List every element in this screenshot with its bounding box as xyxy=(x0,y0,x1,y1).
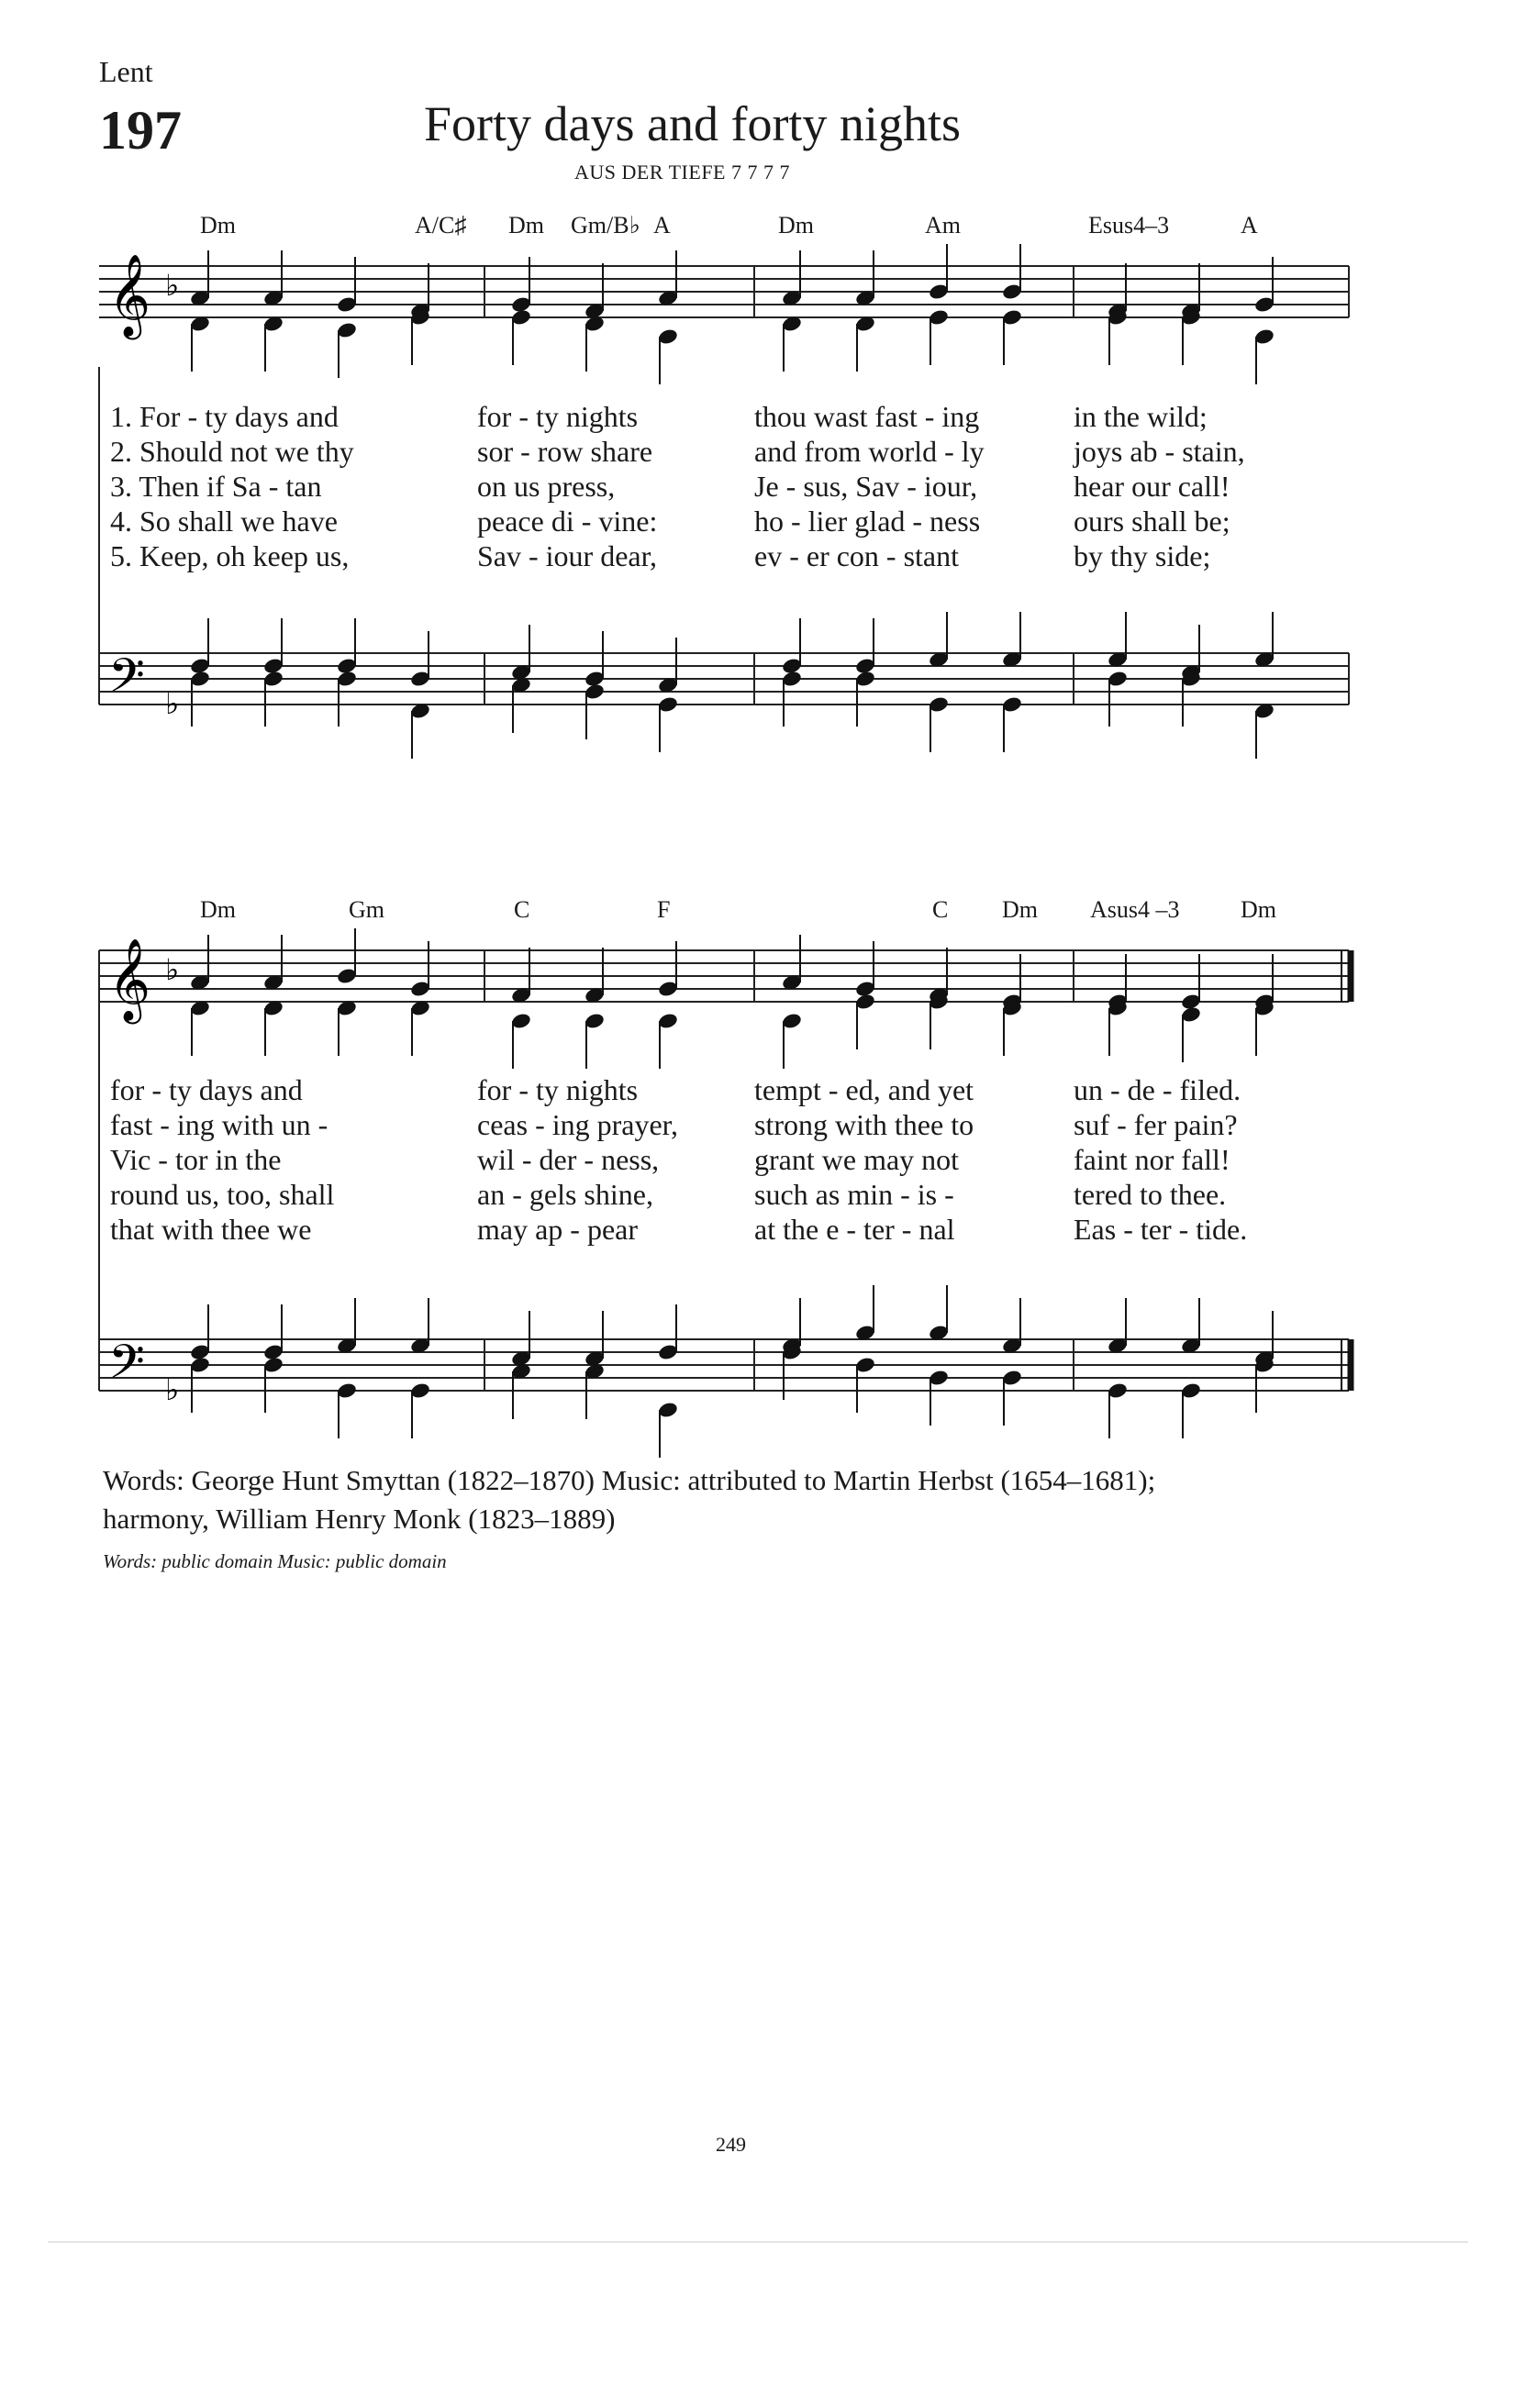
lyric-segment: tempt - ed, and yet xyxy=(754,1073,974,1106)
hymn-number: 197 xyxy=(99,100,182,161)
flat-icon: ♭ xyxy=(165,268,180,303)
chord-symbol: F xyxy=(657,896,671,923)
lyric-segment: ceas - ing prayer, xyxy=(477,1108,679,1141)
lyric-segment: ours shall be; xyxy=(1074,505,1230,538)
lyric-segment: wil - der - ness, xyxy=(477,1143,660,1176)
flat-icon: ♭ xyxy=(165,1372,180,1407)
chord-symbol: A xyxy=(1241,212,1258,239)
lyric-segment: ev - er con - stant xyxy=(754,539,960,572)
lyric-segment: Je - sus, Sav - iour, xyxy=(754,470,978,503)
credits-words-music: Words: George Hunt Smyttan (1822–1870) Music: attributed to Martin Herbst (1654–1681); xyxy=(103,1464,1156,1496)
lyric-segment: thou wast fast - ing xyxy=(754,400,980,433)
lyric-segment: in the wild; xyxy=(1074,400,1208,433)
lyric-segment: Sav - iour dear, xyxy=(477,539,657,572)
lyric-segment: suf - fer pain? xyxy=(1074,1108,1238,1141)
chord-symbol: Dm xyxy=(200,896,236,923)
lyric-segment: by thy side; xyxy=(1074,539,1211,572)
chord-symbol: Dm xyxy=(1002,896,1038,923)
footer-divider xyxy=(48,2241,1468,2243)
lyric-segment: 4. So shall we have xyxy=(110,505,338,538)
chord-symbol: A xyxy=(653,212,671,239)
lyric-segment: peace di - vine: xyxy=(477,505,658,538)
page-number: 249 xyxy=(716,2133,746,2156)
lyric-segment: fast - ing with un - xyxy=(110,1108,328,1141)
bass-clef-icon: 𝄢 xyxy=(108,1334,145,1401)
chord-symbol: Esus4–3 xyxy=(1088,212,1170,239)
hymn-title: Forty days and forty nights xyxy=(424,96,961,151)
chord-symbol: Gm xyxy=(349,896,384,923)
flat-icon: ♭ xyxy=(165,952,180,987)
lyric-segment: un - de - filed. xyxy=(1074,1073,1241,1106)
lyric-segment: sor - row share xyxy=(477,435,653,468)
lyric-segment: 2. Should not we thy xyxy=(110,435,354,468)
chord-symbol: Dm xyxy=(1241,896,1276,923)
bass-staff-1 xyxy=(99,605,1356,771)
lyric-segment: ho - lier glad - ness xyxy=(754,505,981,538)
lyric-segment: strong with thee to xyxy=(754,1108,974,1141)
chord-symbol: Gm/B♭ xyxy=(571,212,640,239)
lyric-segment: grant we may not xyxy=(754,1143,960,1176)
lyric-segment: such as min - is - xyxy=(754,1178,954,1211)
bass-clef-icon: 𝄢 xyxy=(108,648,145,715)
lyric-segment: for - ty nights xyxy=(477,1073,639,1106)
chord-symbol: Am xyxy=(925,212,961,239)
flat-icon: ♭ xyxy=(165,686,180,721)
tune-name: AUS DER TIEFE 7 7 7 7 xyxy=(574,161,790,183)
treble-clef-icon: 𝄞 xyxy=(108,254,151,337)
lyric-segment: faint nor fall! xyxy=(1074,1143,1230,1176)
lyric-segment: 3. Then if Sa - tan xyxy=(110,470,322,503)
lyric-segment: for - ty days and xyxy=(110,1073,303,1106)
lyric-segment: 1. For - ty days and xyxy=(110,400,339,433)
chord-symbol: Asus4 –3 xyxy=(1090,896,1180,923)
lyric-segment: round us, too, shall xyxy=(110,1178,335,1211)
lyric-segment: may ap - pear xyxy=(477,1213,639,1246)
lyric-segment: on us press, xyxy=(477,470,616,503)
lyric-segment: Vic - tor in the xyxy=(110,1143,282,1176)
lyric-segment: Eas - ter - tide. xyxy=(1074,1213,1248,1246)
copyright-notice: Words: public domain Music: public domain xyxy=(103,1550,447,1572)
chord-symbol: Dm xyxy=(508,212,544,239)
credits-harmony: harmony, William Henry Monk (1823–1889) xyxy=(103,1503,616,1535)
bass-staff-2 xyxy=(99,1292,1356,1457)
lyric-segment: an - gels shine, xyxy=(477,1178,653,1211)
chord-symbol: C xyxy=(932,896,949,923)
lyric-segment: joys ab - stain, xyxy=(1074,435,1245,468)
lyric-segment: hear our call! xyxy=(1074,470,1230,503)
chord-symbol: A/C♯ xyxy=(415,212,467,239)
lyric-segment: tered to thee. xyxy=(1074,1178,1227,1211)
lyric-segment: 5. Keep, oh keep us, xyxy=(110,539,350,572)
chord-symbol: Dm xyxy=(200,212,236,239)
chord-symbol: Dm xyxy=(778,212,814,239)
treble-clef-icon: 𝄞 xyxy=(108,938,151,1021)
lyric-segment: and from world - ly xyxy=(754,435,985,468)
section-label: Lent xyxy=(99,55,153,88)
lyric-segment: that with thee we xyxy=(110,1213,312,1246)
lyric-segment: at the e - ter - nal xyxy=(754,1213,955,1246)
chord-symbol: C xyxy=(514,896,530,923)
lyric-segment: for - ty nights xyxy=(477,400,639,433)
